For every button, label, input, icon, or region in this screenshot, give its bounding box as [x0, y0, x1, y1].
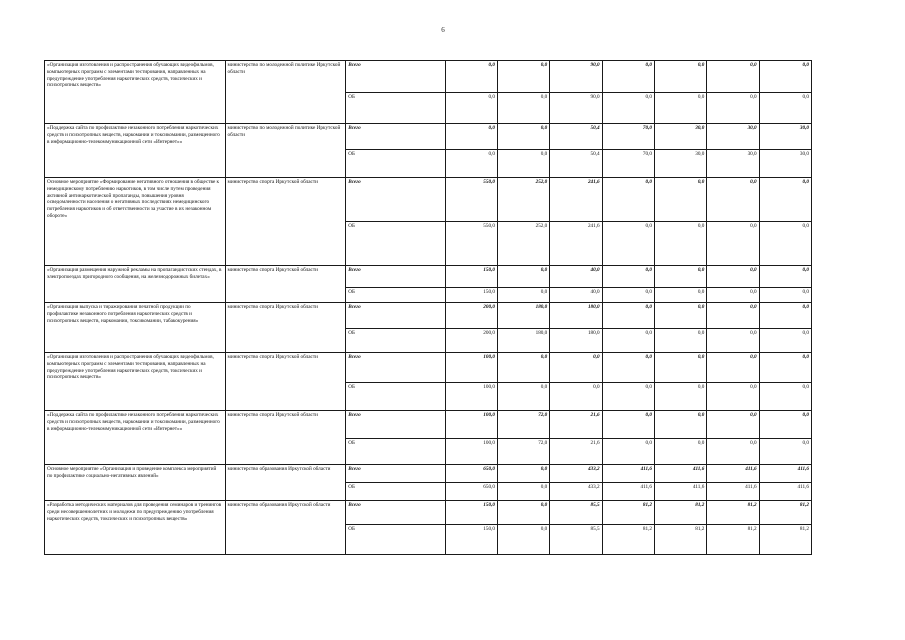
ob-value: 81,2	[707, 525, 759, 555]
ob-value: 21,6	[550, 439, 602, 465]
total-value: 0,0	[497, 124, 549, 150]
ob-value: 180,0	[550, 329, 602, 353]
total-value: 0,0	[654, 303, 706, 329]
funding-source-total: Всего	[346, 411, 445, 439]
total-value: 0,0	[445, 124, 497, 150]
ob-value: 0,0	[497, 483, 549, 501]
ob-value: 200,0	[445, 329, 497, 353]
ob-value: 0,0	[759, 222, 811, 266]
total-value: 100,0	[445, 353, 497, 383]
total-value: 30,0	[654, 124, 706, 150]
page-number: 6	[441, 26, 445, 34]
funding-source-ob: ОБ	[346, 383, 445, 411]
total-value: 0,0	[759, 303, 811, 329]
total-value: 0,0	[654, 353, 706, 383]
ob-value: 150,0	[445, 288, 497, 303]
activity-name: Основное мероприятие «Организация и проведение комплекса мероприятий по профилактике социально-негативных явлений»	[45, 465, 226, 501]
ob-value: 0,0	[707, 439, 759, 465]
table-row	[45, 303, 812, 329]
total-value: 30,0	[759, 124, 811, 150]
total-value: 72,0	[497, 411, 549, 439]
total-value: 30,0	[707, 124, 759, 150]
ob-value: 150,0	[445, 525, 497, 555]
total-value: 0,0	[707, 61, 759, 93]
total-value: 0,0	[602, 353, 654, 383]
ob-value: 0,0	[445, 93, 497, 124]
ob-value: 411,6	[654, 483, 706, 501]
total-value: 180,0	[497, 303, 549, 329]
ob-value: 0,0	[602, 288, 654, 303]
table-row	[45, 266, 812, 288]
funding-source-ob: ОБ	[346, 525, 445, 555]
ob-value: 0,0	[759, 329, 811, 353]
total-value: 0,0	[707, 266, 759, 288]
total-value: 81,2	[759, 501, 811, 525]
ob-value: 81,2	[654, 525, 706, 555]
total-value: 100,0	[445, 411, 497, 439]
total-value: 0,0	[445, 61, 497, 93]
ob-value: 550,0	[445, 222, 497, 266]
ob-value: 0,0	[707, 222, 759, 266]
total-value: 0,0	[497, 465, 549, 483]
ob-value: 411,6	[602, 483, 654, 501]
ob-value: 0,0	[497, 525, 549, 555]
funding-source-total: Всего	[346, 353, 445, 383]
funding-source-total: Всего	[346, 61, 445, 93]
total-value: 0,0	[497, 266, 549, 288]
funding-source-total: Всего	[346, 124, 445, 150]
total-value: 0,0	[497, 501, 549, 525]
executor: министерство спорта Иркутской области	[225, 266, 346, 303]
ob-value: 0,0	[602, 222, 654, 266]
ob-value: 0,0	[497, 93, 549, 124]
total-value: 0,0	[602, 266, 654, 288]
ob-value: 0,0	[654, 383, 706, 411]
ob-value: 0,0	[707, 288, 759, 303]
total-value: 90,0	[550, 61, 602, 93]
total-value: 81,2	[707, 501, 759, 525]
table-row	[45, 501, 812, 525]
funding-source-ob: ОБ	[346, 288, 445, 303]
funding-source-ob: ОБ	[346, 93, 445, 124]
executor: министерство образования Иркутской области	[225, 465, 346, 501]
total-value: 150,0	[445, 266, 497, 288]
ob-value: 411,6	[707, 483, 759, 501]
total-value: 411,6	[602, 465, 654, 483]
total-value: 70,0	[602, 124, 654, 150]
ob-value: 0,0	[602, 93, 654, 124]
total-value: 0,0	[602, 411, 654, 439]
total-value: 0,0	[602, 178, 654, 222]
executor: министерство спорта Иркутской области	[225, 353, 346, 411]
total-value: 650,0	[445, 465, 497, 483]
ob-value: 252,0	[497, 222, 549, 266]
total-value: 200,0	[445, 303, 497, 329]
ob-value: 0,0	[654, 93, 706, 124]
total-value: 0,0	[707, 411, 759, 439]
total-value: 0,0	[602, 61, 654, 93]
total-value: 411,6	[654, 465, 706, 483]
table-row	[45, 465, 812, 483]
total-value: 0,0	[654, 266, 706, 288]
ob-value: 0,0	[497, 288, 549, 303]
ob-value: 0,0	[707, 93, 759, 124]
ob-value: 0,0	[707, 329, 759, 353]
funding-source-ob: ОБ	[346, 439, 445, 465]
funding-source-total: Всего	[346, 178, 445, 222]
ob-value: 81,2	[602, 525, 654, 555]
total-value: 0,0	[654, 411, 706, 439]
ob-value: 0,0	[654, 222, 706, 266]
ob-value: 100,0	[445, 383, 497, 411]
ob-value: 0,0	[550, 383, 602, 411]
ob-value: 70,0	[602, 150, 654, 178]
total-value: 81,2	[654, 501, 706, 525]
total-value: 150,0	[445, 501, 497, 525]
activity-name: «Организация размещения наружной рекламы на пропагандистских стендах, в электропоездах пригородного сообщения, на железнодорожных билетах»	[45, 266, 226, 303]
ob-value: 100,0	[445, 439, 497, 465]
activity-name: «Организация выпуска и тиражирования печатной продукции по профилактике незаконного потребления наркотических средств и психотропных веществ, наркомании, токсикомании, табакокурения»	[45, 303, 226, 353]
total-value: 0,0	[759, 353, 811, 383]
ob-value: 30,0	[707, 150, 759, 178]
total-value: 0,0	[759, 61, 811, 93]
total-value: 252,0	[497, 178, 549, 222]
total-value: 40,0	[550, 266, 602, 288]
ob-value: 0,0	[602, 439, 654, 465]
total-value: 180,0	[550, 303, 602, 329]
funding-source-total: Всего	[346, 501, 445, 525]
activity-name: Основное мероприятие «Формирование негативного отношения в обществе к немедицинскому потреблению наркотиков, в том числе путем проведения активной антинаркотической пропаганды, повышения уровня осведомленности населения о негативных последствиях немедицинского потребления наркотиков и об ответственности за участие в их незаконном обороте»	[45, 178, 226, 266]
executor: министерство спорта Иркутской области	[225, 303, 346, 353]
total-value: 0,0	[759, 411, 811, 439]
ob-value: 0,0	[654, 439, 706, 465]
total-value: 411,6	[759, 465, 811, 483]
total-value: 0,0	[707, 178, 759, 222]
total-value: 0,0	[654, 178, 706, 222]
executor: министерство по молодежной политике Иркутской области	[225, 61, 346, 124]
total-value: 0,0	[707, 303, 759, 329]
funding-source-total: Всего	[346, 303, 445, 329]
ob-value: 0,0	[602, 383, 654, 411]
funding-source-total: Всего	[346, 465, 445, 483]
total-value: 0,0	[602, 303, 654, 329]
funding-source-ob: ОБ	[346, 222, 445, 266]
ob-value: 0,0	[497, 150, 549, 178]
total-value: 0,0	[707, 353, 759, 383]
activity-name: «Поддержка сайта по профилактике незаконного потребления наркотических средств и психотропных веществ, наркомании и токсикомании, размещенного в информационно-телекоммуникационной сети «Интернет»»	[45, 124, 226, 178]
total-value: 85,5	[550, 501, 602, 525]
ob-value: 30,0	[759, 150, 811, 178]
table-row	[45, 411, 812, 439]
budget-table	[44, 60, 812, 555]
total-value: 433,2	[550, 465, 602, 483]
ob-value: 40,0	[550, 288, 602, 303]
ob-value: 433,2	[550, 483, 602, 501]
total-value: 0,0	[759, 178, 811, 222]
ob-value: 0,0	[759, 288, 811, 303]
ob-value: 411,6	[759, 483, 811, 501]
total-value: 81,2	[602, 501, 654, 525]
total-value: 550,0	[445, 178, 497, 222]
ob-value: 241,6	[550, 222, 602, 266]
ob-value: 0,0	[654, 329, 706, 353]
total-value: 241,6	[550, 178, 602, 222]
activity-name: «Разработка методических материалов для проведения семинаров и тренингов среди несовершеннолетних и молодежи по предупреждению употребления наркотических средств, токсических и психотропных веществ»	[45, 501, 226, 555]
funding-source-total: Всего	[346, 266, 445, 288]
total-value: 411,6	[707, 465, 759, 483]
executor: министерство образования Иркутской области	[225, 501, 346, 555]
table-row	[45, 178, 812, 222]
ob-value: 0,0	[654, 288, 706, 303]
ob-value: 0,0	[445, 150, 497, 178]
ob-value: 0,0	[759, 93, 811, 124]
ob-value: 81,2	[759, 525, 811, 555]
ob-value: 180,0	[497, 329, 549, 353]
ob-value: 0,0	[602, 329, 654, 353]
total-value: 0,0	[497, 61, 549, 93]
ob-value: 85,5	[550, 525, 602, 555]
activity-name: «Поддержка сайта по профилактике незаконного потребления наркотических средств и психотропных веществ, наркомании и токсикомании, размещенного в информационно-телекоммуникационной сети «Интернет»»	[45, 411, 226, 465]
table-row	[45, 61, 812, 93]
table-row	[45, 353, 812, 383]
executor: министерство по молодежной политике Иркутской области	[225, 124, 346, 178]
ob-value: 0,0	[497, 383, 549, 411]
total-value: 0,0	[759, 266, 811, 288]
ob-value: 0,0	[759, 439, 811, 465]
total-value: 50,4	[550, 124, 602, 150]
total-value: 0,0	[550, 353, 602, 383]
ob-value: 650,0	[445, 483, 497, 501]
activity-name: «Организация изготовления и распространения обучающих видеофильмов, компьютерных программ с элементами тестирования, направленных на предупреждение употребления наркотических средств, токсических и психотропных веществ»	[45, 61, 226, 124]
total-value: 0,0	[497, 353, 549, 383]
executor: министерство спорта Иркутской области	[225, 178, 346, 266]
total-value: 0,0	[654, 61, 706, 93]
funding-source-ob: ОБ	[346, 329, 445, 353]
table-row	[45, 124, 812, 150]
ob-value: 72,0	[497, 439, 549, 465]
ob-value: 0,0	[707, 383, 759, 411]
ob-value: 90,0	[550, 93, 602, 124]
funding-source-ob: ОБ	[346, 483, 445, 501]
total-value: 21,6	[550, 411, 602, 439]
ob-value: 50,4	[550, 150, 602, 178]
funding-source-ob: ОБ	[346, 150, 445, 178]
ob-value: 0,0	[759, 383, 811, 411]
ob-value: 30,0	[654, 150, 706, 178]
executor: министерство спорта Иркутской области	[225, 411, 346, 465]
activity-name: «Организация изготовления и распространения обучающих видеофильмов, компьютерных программ с элементами тестирования, направленных на предупреждение употребления наркотических средств, токсических и психотропных веществ»	[45, 353, 226, 411]
